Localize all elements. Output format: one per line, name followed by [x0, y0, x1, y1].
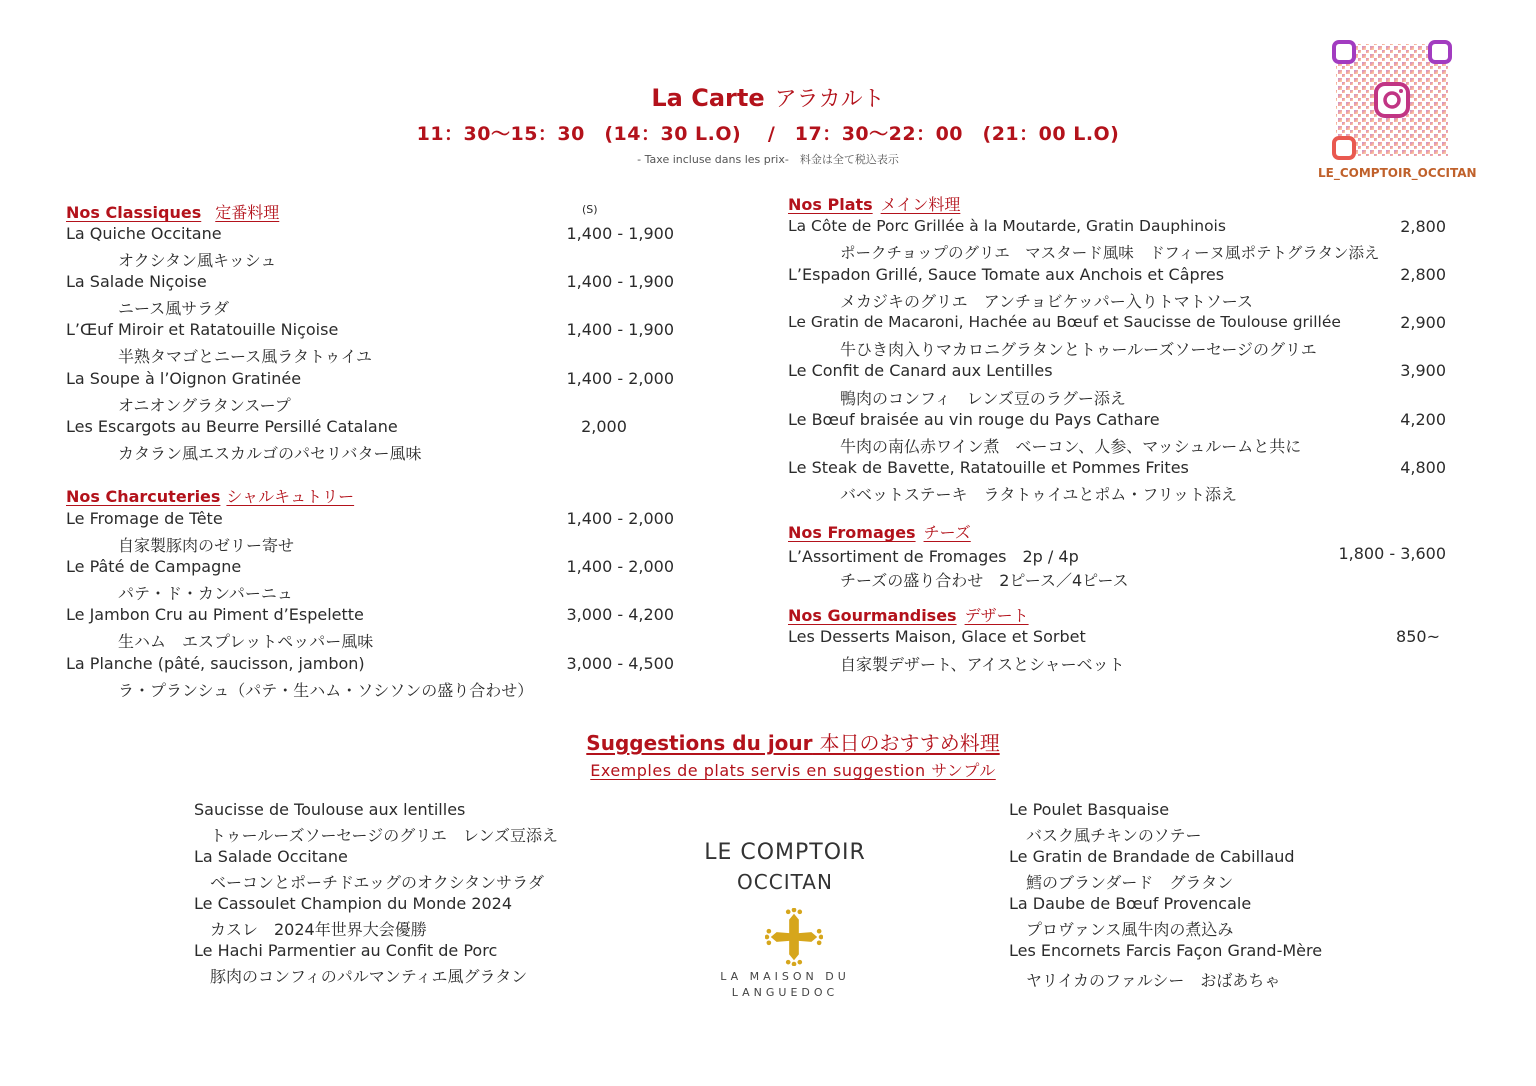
- menu-item-name: Les Desserts Maison, Glace et Sorbet: [788, 627, 1086, 646]
- menu-item-price: 1,400 - 1,900: [566, 224, 674, 243]
- suggestion-jp: プロヴァンス風牛肉の煮込み: [1026, 920, 1234, 939]
- logo-text-top: LE COMPTOIR: [704, 840, 866, 865]
- menu-item-name: La Quiche Occitane: [66, 224, 222, 243]
- instagram-handle[interactable]: LE_COMPTOIR_OCCITAN: [1318, 166, 1477, 180]
- section-title-fr: Nos Gourmandises: [788, 606, 957, 625]
- menu-item-price: 1,400 - 2,000: [566, 557, 674, 576]
- tax-note: - Taxe incluse dans les prix- 料金は全て税込表示: [637, 153, 899, 166]
- menu-item-jp: 鴨肉のコンフィ レンズ豆のラグー添え: [840, 389, 1126, 408]
- menu-item-price: 2,800: [1400, 265, 1446, 284]
- suggestion-name: La Daube de Bœuf Provencale: [1009, 894, 1252, 913]
- menu-item-price: 1,400 - 1,900: [566, 272, 674, 291]
- section-title-charcuteries: [66, 484, 354, 507]
- menu-item-name: L’Espadon Grillé, Sauce Tomate aux Anchois et Câpres: [788, 265, 1225, 284]
- opening-hours: 11：30〜15：30 (14：30 L.O) / 17：30〜22：00 (21：00 L.O): [416, 123, 1120, 145]
- suggestions-title: [0, 727, 1536, 756]
- suggestion-jp: バスク風チキンのソテー: [1026, 826, 1202, 845]
- menu-item-jp: パテ・ド・カンパーニュ: [118, 584, 293, 603]
- menu-item-price: 2,800: [1400, 217, 1446, 236]
- menu-item-name: L’Œuf Miroir et Ratatouille Niçoise: [66, 320, 339, 339]
- suggestion-name: Les Encornets Farcis Façon Grand-Mère: [1009, 941, 1323, 960]
- menu-item-price: 2,900: [1400, 313, 1446, 332]
- suggestion-jp: トゥールーズソーセージのグリエ レンズ豆添え: [210, 826, 559, 845]
- section-title-jp: チーズ: [923, 523, 971, 542]
- title-fr: La Carte: [651, 84, 765, 112]
- menu-item-price: 3,000 - 4,200: [566, 605, 674, 624]
- menu-item-price: 1,400 - 2,000: [566, 369, 674, 388]
- menu-item-name: Le Bœuf braisée au vin rouge du Pays Cathare: [788, 410, 1160, 429]
- title-jp: アラカルト: [774, 87, 885, 112]
- section-title-jp: 定番料理: [215, 203, 280, 222]
- menu-item-name: La Soupe à l’Oignon Gratinée: [66, 369, 302, 388]
- section-title-jp: メイン料理: [880, 195, 961, 214]
- menu-item-jp: 半熟タマゴとニース風ラタトゥイユ: [118, 347, 373, 366]
- section-title-fr: Nos Classiques: [66, 203, 202, 222]
- menu-item-jp: ラ・プランシュ（パテ・生ハム・ソシソンの盛り合わせ）: [118, 681, 534, 700]
- logo-tagline-1: LA MAISON DU: [720, 970, 850, 983]
- menu-item-name: Le Pâté de Campagne: [66, 557, 242, 576]
- qr-code-icon[interactable]: [1330, 38, 1454, 162]
- menu-item-price: 850~: [1396, 627, 1440, 646]
- menu-item-jp: ポークチョップのグリエ マスタード風味 ドフィーヌ風ポテトグラタン添え: [840, 244, 1380, 262]
- menu-item-price: 3,000 - 4,500: [566, 654, 674, 673]
- menu-item-name: Les Escargots au Beurre Persillé Catalane: [66, 417, 398, 436]
- menu-item-name: Le Steak de Bavette, Ratatouille et Pommes Frites: [788, 458, 1189, 477]
- menu-item-price: 3,900: [1400, 361, 1446, 380]
- suggestion-jp: ベーコンとポーチドエッグのオクシタンサラダ: [210, 873, 544, 892]
- menu-item-jp: オニオングラタンスープ: [118, 396, 291, 415]
- size-label: (S): [582, 203, 598, 216]
- suggestion-name: Le Cassoulet Champion du Monde 2024: [194, 894, 513, 913]
- menu-item-name: Le Gratin de Macaroni, Hachée au Bœuf et Saucisse de Toulouse grillée: [788, 313, 1341, 331]
- menu-item-jp: ニース風サラダ: [118, 299, 230, 318]
- logo-text-middle: OCCITAN: [737, 870, 833, 894]
- menu-item-price: 1,800 - 3,600: [1338, 544, 1446, 563]
- suggestion-jp: ヤリイカのファルシー おばあちゃ: [1026, 971, 1281, 990]
- menu-item-name: La Planche (pâté, saucisson, jambon): [66, 654, 365, 673]
- occitan-cross-icon: [765, 908, 823, 966]
- menu-item-price: 1,400 - 1,900: [566, 320, 674, 339]
- menu-item-jp: カタラン風エスカルゴのパセリバター風味: [118, 444, 422, 463]
- menu-item-name: La Côte de Porc Grillée à la Moutarde, Gratin Dauphinois: [788, 217, 1226, 235]
- menu-item-jp: 自家製豚肉のゼリー寄せ: [118, 536, 295, 555]
- menu-item-jp: オクシタン風キッシュ: [118, 251, 277, 270]
- suggestions-title-jp: 本日のおすすめ料理: [819, 731, 1000, 755]
- menu-item-jp: バベットステーキ ラタトゥイユとポム・フリット添え: [840, 485, 1238, 504]
- section-title-plats: [788, 192, 960, 215]
- section-title-fr: Nos Fromages: [788, 523, 916, 542]
- suggestions-title-fr: Suggestions du jour: [586, 731, 813, 755]
- menu-item-price: 4,800: [1400, 458, 1446, 477]
- menu-item-price: 2,000: [581, 417, 627, 436]
- menu-item-jp: 自家製デザート、アイスとシャーベット: [840, 655, 1125, 674]
- suggestion-name: Le Gratin de Brandade de Cabillaud: [1009, 847, 1295, 866]
- suggestion-jp: カスレ 2024年世界大会優勝: [210, 920, 427, 939]
- menu-item-jp: メカジキのグリエ アンチョビケッパー入りトマトソース: [840, 292, 1253, 311]
- menu-item-jp: 牛肉の南仏赤ワイン煮 ベーコン、人参、マッシュルームと共に: [840, 437, 1302, 456]
- page-title: [0, 82, 1536, 113]
- suggestion-jp: 鱈のブランダード グラタン: [1026, 873, 1234, 892]
- suggestion-name: Le Poulet Basquaise: [1009, 800, 1170, 819]
- menu-item-price: 4,200: [1400, 410, 1446, 429]
- menu-item-name: La Salade Niçoise: [66, 272, 207, 291]
- suggestions-subtitle: Exemples de plats servis en suggestion サンプル: [590, 761, 996, 780]
- suggestion-name: Saucisse de Toulouse aux lentilles: [194, 800, 466, 819]
- menu-item-name: Le Jambon Cru au Piment d’Espelette: [66, 605, 364, 624]
- suggestion-name: La Salade Occitane: [194, 847, 348, 866]
- section-title-jp: デザート: [964, 606, 1029, 625]
- menu-item-jp: 牛ひき肉入りマカロニグラタンとトゥールーズソーセージのグリエ: [840, 340, 1317, 359]
- section-title-classiques: [66, 200, 279, 223]
- section-title-fr: Nos Plats: [788, 195, 873, 214]
- menu-item-price: 1,400 - 2,000: [566, 509, 674, 528]
- menu-item-name: Le Fromage de Tête: [66, 509, 223, 528]
- section-title-gourmandises: [788, 603, 1029, 626]
- section-title-fromages: [788, 520, 971, 543]
- section-title-fr: Nos Charcuteries: [66, 487, 221, 506]
- suggestion-jp: 豚肉のコンフィのパルマンティエ風グラタン: [210, 967, 528, 986]
- menu-item-jp: 生ハム エスプレットペッパー風味: [118, 632, 374, 651]
- section-title-jp: シャルキュトリー: [226, 487, 355, 506]
- suggestion-name: Le Hachi Parmentier au Confit de Porc: [194, 941, 498, 960]
- logo-tagline-2: LANGUEDOC: [731, 986, 839, 999]
- menu-item-jp: チーズの盛り合わせ 2ピース／4ピース: [840, 571, 1129, 590]
- menu-item-name: Le Confit de Canard aux Lentilles: [788, 361, 1053, 380]
- menu-item-name: L’Assortiment de Fromages 2p / 4p: [788, 547, 1079, 566]
